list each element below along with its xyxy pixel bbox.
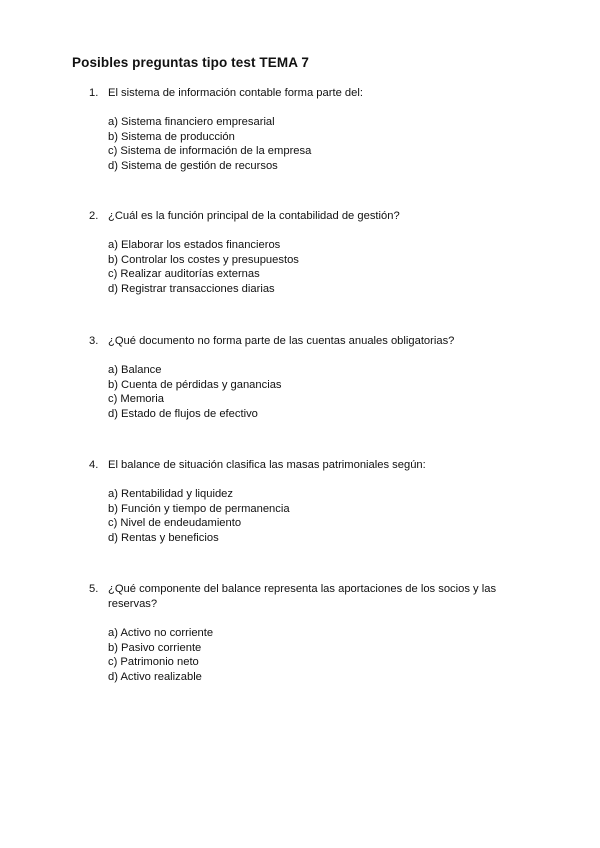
answer-option-c: c) Sistema de información de la empresa <box>108 145 312 158</box>
answer-option-d: d) Rentas y beneficios <box>108 531 219 544</box>
question-number: 2. <box>89 210 99 222</box>
answer-option-d: d) Estado de flujos de efectivo <box>108 407 258 420</box>
answer-option-a: a) Rentabilidad y liquidez <box>108 488 234 500</box>
question-text: ¿Qué documento no forma parte de las cuentas anuales obligatorias? <box>108 335 455 347</box>
question-text: ¿Cuál es la función principal de la contabilidad de gestión? <box>108 210 400 222</box>
answer-option-b: b) Controlar los costes y presupuestos <box>108 253 299 266</box>
question-number: 3. <box>89 335 99 347</box>
question-2 <box>89 209 509 296</box>
question-number: 4. <box>89 459 99 471</box>
answer-option-c: c) Patrimonio neto <box>108 656 199 669</box>
answer-option-a: a) Elaborar los estados financieros <box>108 239 281 251</box>
answer-options <box>108 115 509 173</box>
answer-option-c: c) Realizar auditorías externas <box>108 268 260 281</box>
question-number: 5. <box>89 583 99 595</box>
answer-option-b: b) Cuenta de pérdidas y ganancias <box>108 378 282 391</box>
answer-options <box>108 487 509 545</box>
answer-option-c: c) Nivel de endeudamiento <box>108 517 242 530</box>
answer-option-a: a) Activo no corriente <box>108 627 214 639</box>
question-text: El sistema de información contable forma parte del: <box>108 87 363 99</box>
question-1 <box>89 86 509 173</box>
question-5 <box>89 582 509 684</box>
question-text: ¿Qué componente del balance representa las aportaciones de los socios y las reservas? <box>108 583 497 610</box>
answer-option-b: b) Pasivo corriente <box>108 641 202 654</box>
answer-option-d: d) Sistema de gestión de recursos <box>108 159 278 172</box>
question-4 <box>89 458 509 545</box>
question-number: 1. <box>89 87 99 99</box>
answer-options <box>108 238 509 296</box>
answer-option-d: d) Activo realizable <box>108 670 202 683</box>
answer-options <box>108 363 509 421</box>
answer-option-c: c) Memoria <box>108 393 164 406</box>
answer-option-b: b) Sistema de producción <box>108 130 235 143</box>
answer-option-a: a) Sistema financiero empresarial <box>108 116 275 128</box>
answer-option-b: b) Función y tiempo de permanencia <box>108 502 290 515</box>
question-text: El balance de situación clasifica las masas patrimoniales según: <box>108 459 426 471</box>
question-3 <box>89 334 509 421</box>
answer-option-d: d) Registrar transacciones diarias <box>108 282 275 295</box>
answer-options <box>108 626 509 684</box>
answer-option-a: a) Balance <box>108 364 162 376</box>
page-title: Posibles preguntas tipo test TEMA 7 <box>72 55 310 70</box>
